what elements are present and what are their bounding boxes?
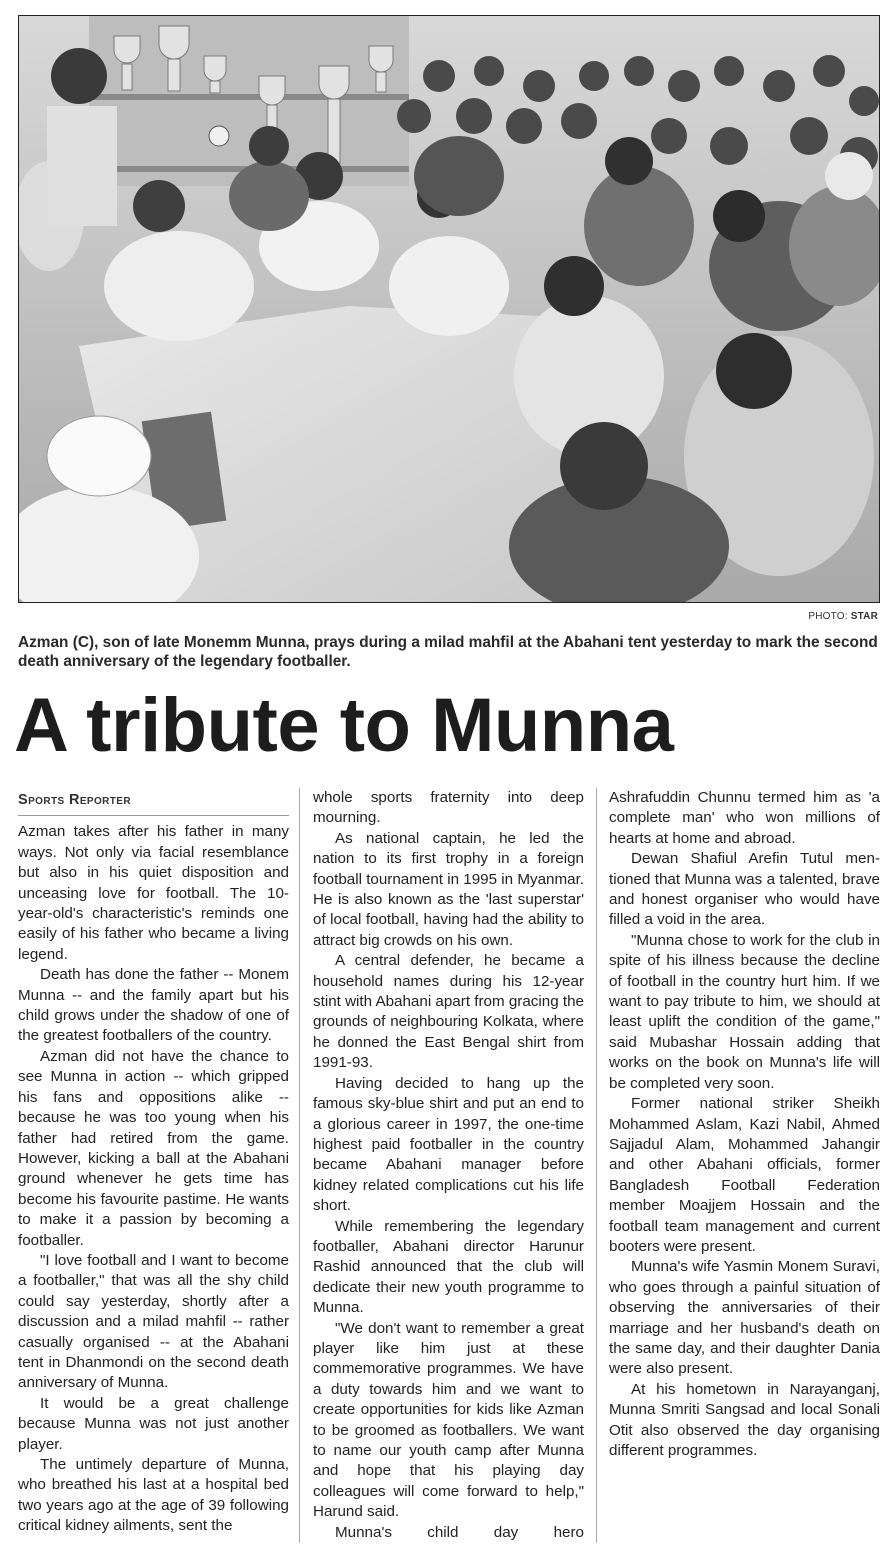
paragraph: "I love football and I want to become a footballer," that was all the shy child could say yesterday, shortly after a discussion and a milad mahfil -- rather casually organised -- at the Abahani tent in Dhanmondi on the second death anniversary of Munna.	[18, 1251, 289, 1392]
paragraph: Dewan Shafiul Arefin Tutul mentioned that Munna was a talented, brave and honest organiser who would have filled a void in the area.	[609, 850, 880, 929]
paragraph: While remembering the legendary footballer, Abahani director Harunur Rashid announced that the club will dedicate their new youth programme to Munna.	[313, 1217, 584, 1317]
article-column-3	[609, 788, 880, 1461]
paragraph: Death has done the father -- Monem Munna -- and the family apart but his child grows under the shadow of one of the greatest footballers of the country.	[18, 966, 289, 1045]
paragraph: "We don't want to remember a great player like him just at these commemorative programmes. We have a duty towards him and we want to create opportunities for kids like Azman to be groomed as footballers. We want to name our youth camp after Munna and hope that his playing day colleagues will come forward to help," Harund said.	[313, 1319, 584, 1521]
photo-caption: Azman (C), son of late Monemm Munna, prays during a milad mahfil at the Abahani tent yesterday to mark the second death anniversary of the legendary footballer.	[18, 634, 878, 670]
paragraph: Munna's wife Yasmin Monem Suravi, who goes through a painful situation of observing the anniversaries of their marriage and her husband's death on the same day, and their daughter Dania were also present.	[609, 1258, 880, 1378]
photo-credit-prefix: PHOTO:	[808, 611, 848, 622]
column-divider	[299, 788, 300, 1543]
photo-credit	[808, 611, 878, 622]
paragraph: It would be a great challenge because Munna was not just another player.	[18, 1394, 289, 1453]
paragraph: "Munna chose to work for the club in spite of his illness because the decline of football in the country hurt him. If we want to pay tribute to him, we should at least uplift the condition of the game," said Mubashar Hossain adding that works on the book on Munna's life will be completed very soon.	[609, 931, 880, 1092]
article-column-2	[313, 788, 584, 1543]
paragraph: Former national striker Sheikh Mohammed Aslam, Kazi Nabil, Ahmed Sajjadul Alam, Mohammed Jahangir and other Abahani officials, former Bangladesh Football Federation member Moajjem Hossain and the football team management and current booters were present.	[609, 1095, 880, 1255]
paragraph: Azman takes after his father in many ways. Not only via facial resemblance but also in his quiet disposition and unceasing love for football. The 10-year-old's characteristic's reminds one easily of his father who became a living legend.	[18, 823, 289, 963]
paragraph: Azman did not have the chance to see Munna in action -- which gripped his fans and oppositions alike -- because he was too young when his father had retired from the game. However, kicking a ball at the Abahani ground whenever he gets time has become his favourite pastime. He wants to make it a passion by becoming a footballer.	[18, 1047, 289, 1249]
paragraph: Munna's child day hero	[335, 1523, 584, 1541]
article-column-1	[18, 788, 289, 1537]
photo-credit-source: STAR	[850, 611, 878, 622]
paragraph: Ashrafuddin Chunnu termed him as 'a complete man' who won millions of hearts at home and abroad.	[609, 789, 880, 847]
paragraph: The untimely departure of Munna, who breathed his last at a hospital bed two years ago at the age of 39 following critical kidney ailments, sent the	[18, 1456, 289, 1535]
headline: A tribute to Munna	[14, 683, 674, 768]
byline: Sports Reporter	[18, 790, 289, 816]
news-photo	[18, 15, 880, 603]
paragraph: Having decided to hang up the famous sky-blue shirt and put an end to a glorious career in 1997, the one-time highest paid footballer in the country became Abahani manager before kidney related complications cut his life short.	[313, 1074, 584, 1215]
paragraph: A central defender, he became a household names during his 12-year stint with Abahani apart from gracing the grounds of neighbouring Kolkata, where he donned the East Bengal shirt from 1991-93.	[313, 952, 584, 1072]
paragraph: whole sports fraternity into deep mourning.	[313, 789, 584, 827]
column-divider	[596, 788, 597, 1543]
news-photo-graphic	[19, 16, 880, 603]
paragraph: As national captain, he led the nation to its first trophy in a foreign football tournament in 1995 in Myanmar. He is also known as the 'last superstar' of local football, having had the ability to attract big crowds on his own.	[313, 829, 585, 949]
paragraph: At his hometown in Narayanganj, Munna Smriti Sangsad and local Sonali Otit also observed the day organising different programmes.	[609, 1380, 880, 1459]
